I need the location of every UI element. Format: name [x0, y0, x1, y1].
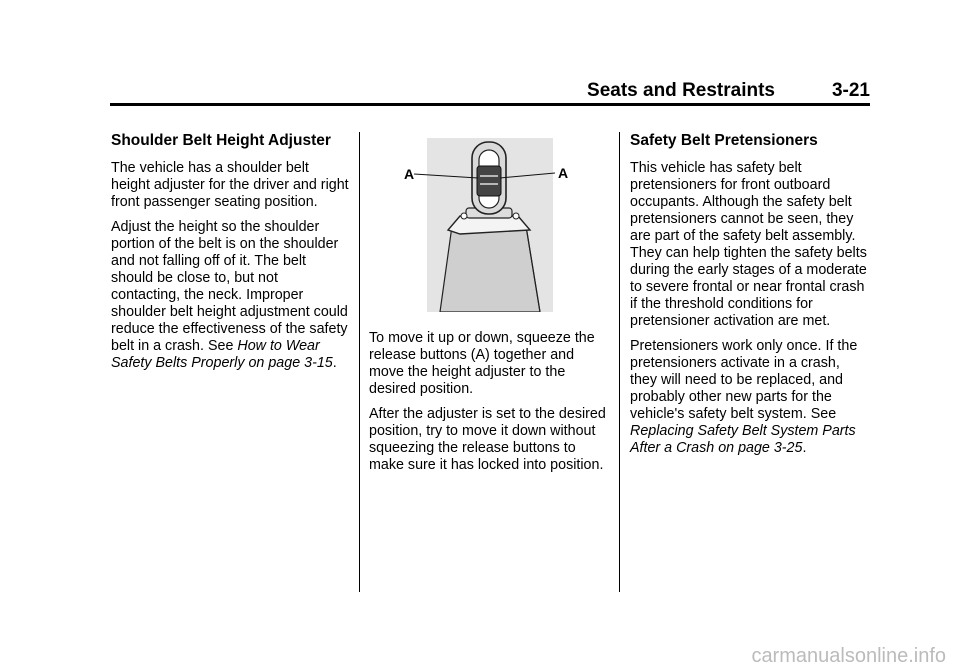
column-right — [630, 132, 870, 465]
column-left — [111, 132, 349, 380]
heading-shoulder-belt-adjuster: Shoulder Belt Height Adjuster — [111, 132, 331, 149]
adjust-height-text: Adjust the height so the shoulder portion of the belt is on the shoulder and not falling off of it. The belt should be close to, but not contacting, the neck. Improper shoulder belt height adjustment could reduce the effectiveness of the safety belt in a crash. See — [111, 219, 348, 354]
release-button-assembly — [477, 166, 501, 196]
column-divider-2 — [619, 132, 620, 592]
header-rule — [110, 103, 870, 106]
link-replacing-parts[interactable]: Replacing Safety Belt System Parts After a Crash on page 3-25 — [630, 423, 856, 456]
paragraph-pretensioners-once — [630, 338, 870, 457]
callout-label-a-right: A — [558, 165, 569, 181]
belt-adjuster-illustration — [400, 138, 580, 312]
heading-pretensioners: Safety Belt Pretensioners — [630, 132, 818, 149]
period: . — [332, 355, 337, 371]
callout-label-a-left: A — [404, 166, 415, 182]
section-title: Seats and Restraints — [587, 80, 775, 101]
belt-strap — [440, 226, 540, 312]
column-divider-1 — [359, 132, 360, 592]
middle-text — [369, 330, 609, 482]
belt-adjuster-drawing — [400, 138, 580, 312]
paragraph-pretensioners-intro: This vehicle has safety belt pretensioners for front outboard occupants. Although the safety belt pretensioners cannot be seen, they are part of the safety belt assembly. They can help tighten the safety belts during the early stages of a moderate to severe frontal or near frontal crash if the threshold conditions for pretensioner activation are met. — [630, 160, 867, 329]
watermark: carmanualsonline.info — [751, 645, 946, 667]
page-header — [110, 80, 870, 102]
link-how-to-wear[interactable]: How to Wear Safety Belts Properly on page 3-15 — [111, 338, 333, 371]
paragraph-adjust-height — [111, 219, 349, 372]
page-number: 3-21 — [831, 80, 870, 101]
paragraph-move-adjuster: To move it up or down, squeeze the release buttons (A) together and move the height adjuster to the desired position. — [369, 330, 595, 397]
period: . — [802, 440, 807, 456]
pretensioners-once-text: Pretensioners work only once. If the pretensioners activate in a crash, they will need to be replaced, and probably other new parts for the vehicle's safety belt system. See — [630, 338, 858, 422]
paragraph-adjuster-intro: The vehicle has a shoulder belt height adjuster for the driver and right front passenger seating position. — [111, 160, 349, 210]
paragraph-check-lock: After the adjuster is set to the desired position, try to move it down without squeezing the release buttons to make sure it has locked into position. — [369, 406, 606, 473]
